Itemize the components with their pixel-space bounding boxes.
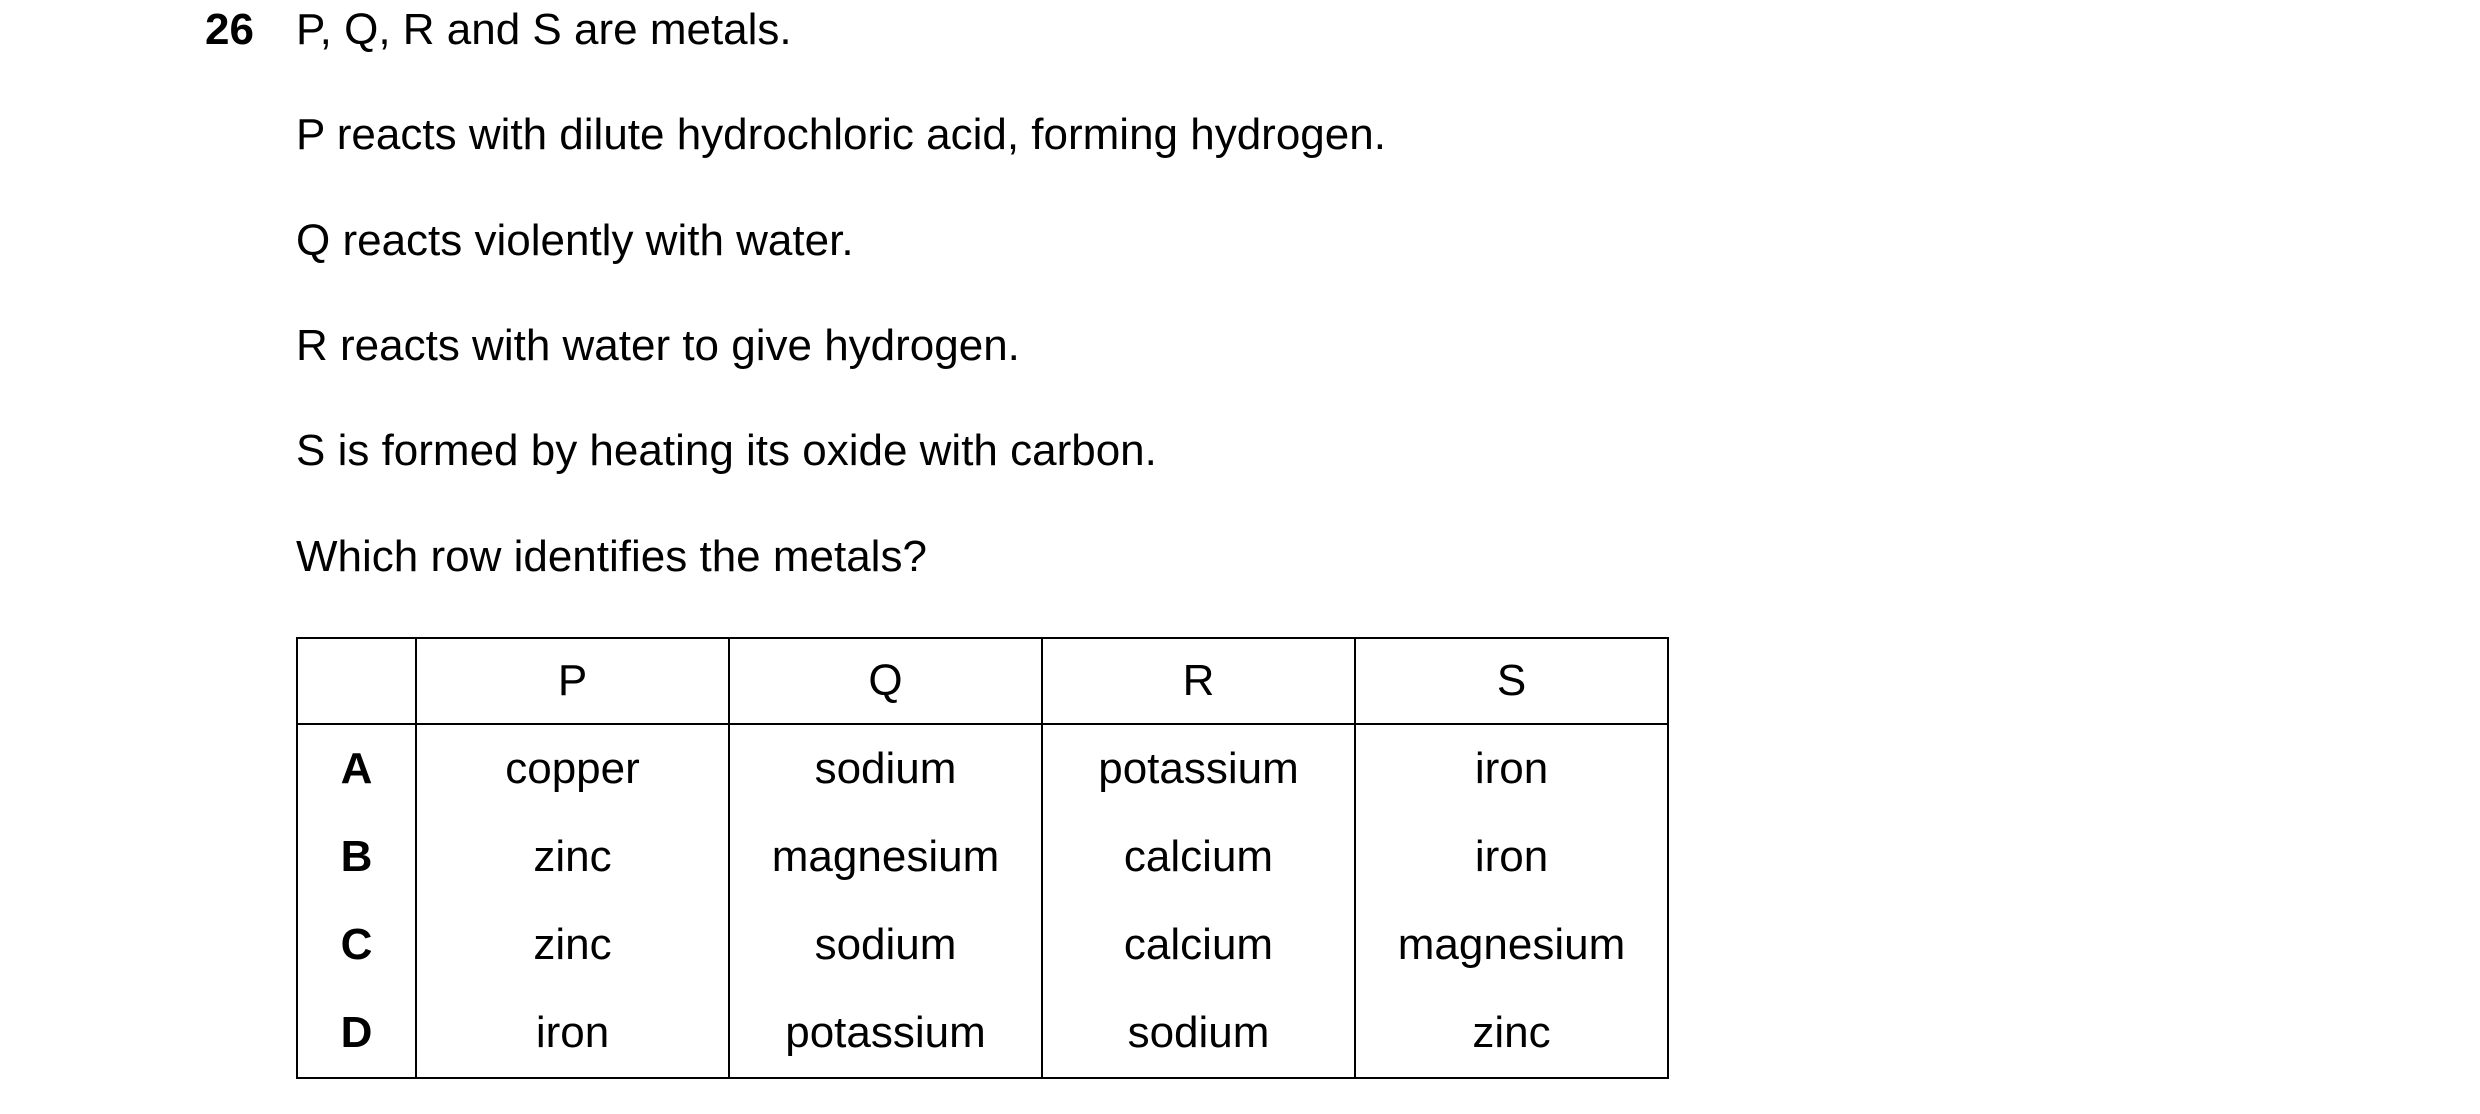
table-cell: calcium (1042, 813, 1355, 901)
table-header-row (297, 638, 1668, 724)
question-stem-line-1: P, Q, R and S are metals. (296, 5, 792, 54)
table-cell: magnesium (1355, 901, 1668, 989)
table-cell: iron (1355, 813, 1668, 901)
table-cell: zinc (416, 901, 729, 989)
table-cell: copper (416, 724, 729, 813)
header-cell-blank (297, 638, 416, 724)
question-stem-line-3: Q reacts violently with water. (296, 216, 854, 265)
header-cell-q: Q (729, 638, 1042, 724)
question-number: 26 (205, 5, 254, 54)
answer-options-table (296, 637, 1669, 1079)
header-cell-s: S (1355, 638, 1668, 724)
question-stem-line-4: R reacts with water to give hydrogen. (296, 321, 1020, 370)
table-row (297, 724, 1668, 813)
option-letter-b: B (297, 813, 416, 901)
table-cell: potassium (1042, 724, 1355, 813)
table-cell: sodium (1042, 989, 1355, 1078)
question-prompt: Which row identifies the metals? (296, 532, 927, 581)
option-letter-c: C (297, 901, 416, 989)
table-cell: iron (416, 989, 729, 1078)
table-row (297, 989, 1668, 1078)
table-cell: sodium (729, 901, 1042, 989)
table-cell: zinc (1355, 989, 1668, 1078)
question-stem-line-5: S is formed by heating its oxide with carbon. (296, 426, 1157, 475)
table-cell: sodium (729, 724, 1042, 813)
table-cell: calcium (1042, 901, 1355, 989)
table-row (297, 901, 1668, 989)
question-stem-line-2: P reacts with dilute hydrochloric acid, forming hydrogen. (296, 110, 1386, 159)
header-cell-p: P (416, 638, 729, 724)
table-cell: potassium (729, 989, 1042, 1078)
option-letter-a: A (297, 724, 416, 813)
table-cell: zinc (416, 813, 729, 901)
table-cell: iron (1355, 724, 1668, 813)
table-row (297, 813, 1668, 901)
option-letter-d: D (297, 989, 416, 1078)
header-cell-r: R (1042, 638, 1355, 724)
table-cell: magnesium (729, 813, 1042, 901)
